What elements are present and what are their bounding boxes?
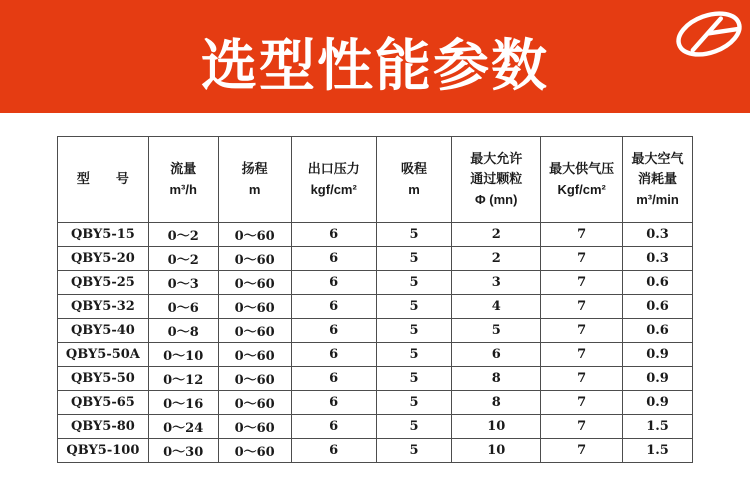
value-cell: 0.9 xyxy=(623,391,693,415)
header-cell: 流量 m³/h xyxy=(148,137,218,223)
value-cell: 5 xyxy=(376,391,452,415)
model-cell: QBY5-15 xyxy=(58,223,149,247)
header-cell: 最大允许 通过颗粒 Φ (mn) xyxy=(452,137,541,223)
value-cell: 6 xyxy=(291,271,376,295)
value-cell: 7 xyxy=(541,367,623,391)
value-cell: 6 xyxy=(291,415,376,439)
header-row xyxy=(58,137,693,223)
model-cell: QBY5-32 xyxy=(58,295,149,319)
value-cell: 5 xyxy=(376,271,452,295)
value-cell: 0～60 xyxy=(218,439,291,463)
value-cell: 0～8 xyxy=(148,319,218,343)
value-cell: 6 xyxy=(291,223,376,247)
value-cell: 7 xyxy=(541,415,623,439)
header-cell: 出口压力 kgf/cm² xyxy=(291,137,376,223)
table-row xyxy=(58,319,693,343)
value-cell: 0～6 xyxy=(148,295,218,319)
value-cell: 10 xyxy=(452,439,541,463)
table-row xyxy=(58,343,693,367)
model-cell: QBY5-50 xyxy=(58,367,149,391)
value-cell: 5 xyxy=(376,319,452,343)
value-cell: 0.9 xyxy=(623,343,693,367)
value-cell: 6 xyxy=(291,439,376,463)
table-row xyxy=(58,295,693,319)
model-cell: QBY5-100 xyxy=(58,439,149,463)
value-cell: 5 xyxy=(376,439,452,463)
value-cell: 2 xyxy=(452,247,541,271)
value-cell: 0～60 xyxy=(218,319,291,343)
value-cell: 0.6 xyxy=(623,295,693,319)
value-cell: 8 xyxy=(452,367,541,391)
value-cell: 0～60 xyxy=(218,271,291,295)
value-cell: 3 xyxy=(452,271,541,295)
value-cell: 5 xyxy=(452,319,541,343)
value-cell: 7 xyxy=(541,343,623,367)
value-cell: 0～2 xyxy=(148,247,218,271)
value-cell: 8 xyxy=(452,391,541,415)
table-row xyxy=(58,223,693,247)
banner xyxy=(0,0,750,113)
header-cell: 最大供气压 Kgf/cm² xyxy=(541,137,623,223)
value-cell: 0～3 xyxy=(148,271,218,295)
value-cell: 4 xyxy=(452,295,541,319)
table-body xyxy=(58,223,693,463)
value-cell: 7 xyxy=(541,295,623,319)
model-cell: QBY5-25 xyxy=(58,271,149,295)
value-cell: 0.9 xyxy=(623,367,693,391)
value-cell: 1.5 xyxy=(623,415,693,439)
page-title: 选型性能参数 xyxy=(201,34,549,97)
value-cell: 5 xyxy=(376,247,452,271)
value-cell: 0～60 xyxy=(218,391,291,415)
value-cell: 0～60 xyxy=(218,223,291,247)
value-cell: 6 xyxy=(291,295,376,319)
performance-table xyxy=(57,136,693,463)
value-cell: 0～12 xyxy=(148,367,218,391)
value-cell: 7 xyxy=(541,391,623,415)
value-cell: 1.5 xyxy=(623,439,693,463)
value-cell: 5 xyxy=(376,367,452,391)
header-cell: 最大空气 消耗量 m³/min xyxy=(623,137,693,223)
value-cell: 2 xyxy=(452,223,541,247)
header-cell: 扬程 m xyxy=(218,137,291,223)
header-cell: 型 号 xyxy=(58,137,149,223)
value-cell: 0～24 xyxy=(148,415,218,439)
table-row xyxy=(58,391,693,415)
table-row xyxy=(58,247,693,271)
model-cell: QBY5-80 xyxy=(58,415,149,439)
value-cell: 10 xyxy=(452,415,541,439)
value-cell: 6 xyxy=(291,319,376,343)
table-row xyxy=(58,415,693,439)
value-cell: 6 xyxy=(291,367,376,391)
value-cell: 0～10 xyxy=(148,343,218,367)
value-cell: 0～16 xyxy=(148,391,218,415)
value-cell: 5 xyxy=(376,415,452,439)
value-cell: 0～60 xyxy=(218,247,291,271)
table-header xyxy=(58,137,693,223)
model-cell: QBY5-65 xyxy=(58,391,149,415)
value-cell: 7 xyxy=(541,223,623,247)
value-cell: 0.6 xyxy=(623,319,693,343)
value-cell: 6 xyxy=(291,247,376,271)
brand-logo-icon xyxy=(672,6,746,62)
model-cell: QBY5-40 xyxy=(58,319,149,343)
spec-table-container xyxy=(57,136,693,463)
model-cell: QBY5-20 xyxy=(58,247,149,271)
table-row xyxy=(58,271,693,295)
value-cell: 0～60 xyxy=(218,295,291,319)
value-cell: 7 xyxy=(541,439,623,463)
value-cell: 0.3 xyxy=(623,223,693,247)
value-cell: 0～60 xyxy=(218,343,291,367)
value-cell: 0～30 xyxy=(148,439,218,463)
value-cell: 5 xyxy=(376,223,452,247)
header-cell: 吸程 m xyxy=(376,137,452,223)
value-cell: 0.6 xyxy=(623,271,693,295)
table-row xyxy=(58,367,693,391)
table-row xyxy=(58,439,693,463)
value-cell: 7 xyxy=(541,247,623,271)
value-cell: 0～2 xyxy=(148,223,218,247)
value-cell: 0～60 xyxy=(218,367,291,391)
value-cell: 6 xyxy=(291,343,376,367)
value-cell: 6 xyxy=(291,391,376,415)
value-cell: 5 xyxy=(376,295,452,319)
value-cell: 7 xyxy=(541,319,623,343)
value-cell: 0.3 xyxy=(623,247,693,271)
value-cell: 5 xyxy=(376,343,452,367)
value-cell: 0～60 xyxy=(218,415,291,439)
value-cell: 6 xyxy=(452,343,541,367)
value-cell: 7 xyxy=(541,271,623,295)
model-cell: QBY5-50A xyxy=(58,343,149,367)
